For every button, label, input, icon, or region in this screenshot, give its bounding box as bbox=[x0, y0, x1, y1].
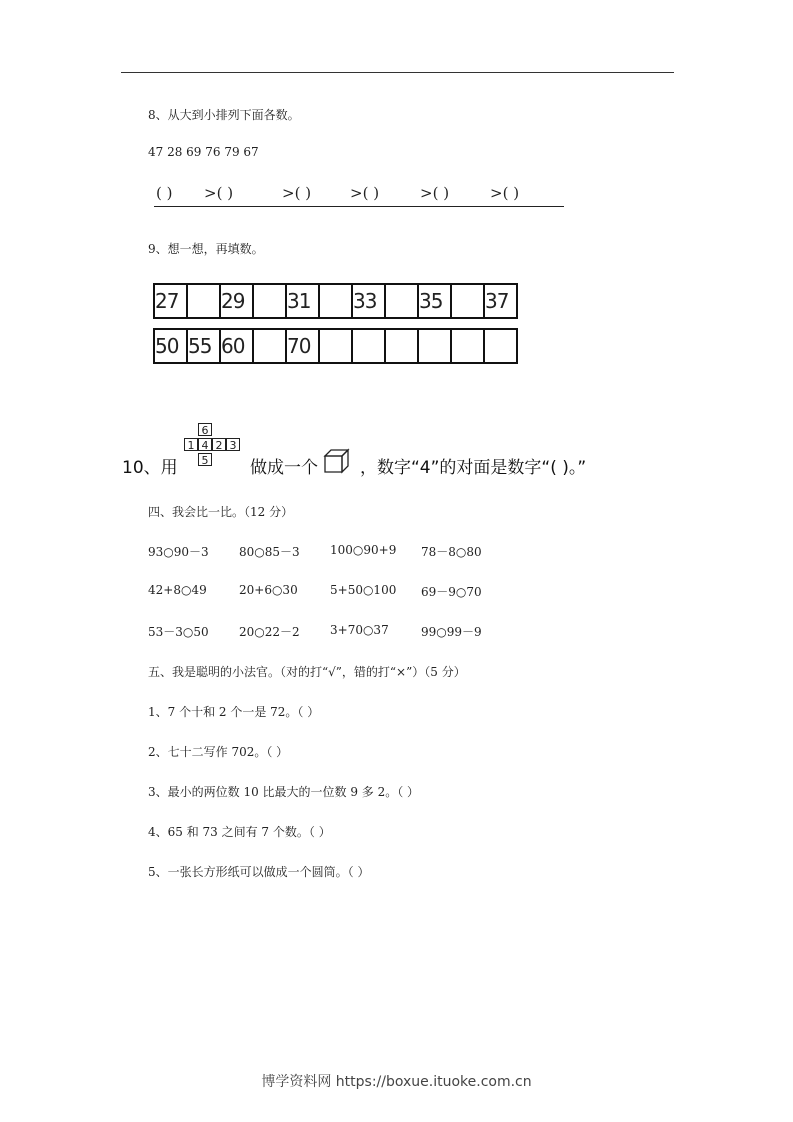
number-grid-row2 bbox=[153, 328, 518, 364]
answer-slot[interactable]: >( ) bbox=[350, 184, 380, 202]
compare-item[interactable]: 100○90+9 bbox=[330, 543, 397, 557]
compare-item[interactable]: 5+50○100 bbox=[330, 583, 397, 597]
net-face: 3 bbox=[226, 438, 240, 451]
grid-cell: 29 bbox=[220, 284, 253, 318]
q10-middle: 做成一个 bbox=[250, 458, 318, 478]
q8-answer-row bbox=[154, 184, 564, 207]
judge-item[interactable]: 3、最小的两位数 10 比最大的一位数 9 多 2。（ ） bbox=[148, 785, 420, 799]
compare-item[interactable]: 80○85－3 bbox=[239, 545, 300, 559]
compare-item[interactable]: 53－3○50 bbox=[148, 625, 209, 639]
compare-item[interactable]: 99○99－9 bbox=[421, 625, 482, 639]
grid-cell: 60 bbox=[220, 329, 253, 363]
net-face: 5 bbox=[198, 453, 212, 466]
grid-cell[interactable] bbox=[451, 284, 484, 318]
net-face: 1 bbox=[184, 438, 198, 451]
net-face: 6 bbox=[198, 423, 212, 436]
answer-slot[interactable]: >( ) bbox=[490, 184, 520, 202]
q10-prefix: 10、用 bbox=[122, 458, 178, 478]
answer-slot[interactable]: >( ) bbox=[282, 184, 312, 202]
grid-cell: 37 bbox=[484, 284, 517, 318]
grid-cell[interactable] bbox=[385, 329, 418, 363]
q8-numbers: 47 28 69 76 79 67 bbox=[148, 145, 259, 159]
compare-item[interactable]: 78－8○80 bbox=[421, 545, 482, 559]
footer-watermark: 博学资料网 https://boxue.ituoke.com.cn bbox=[261, 1074, 532, 1090]
grid-cell: 33 bbox=[352, 284, 385, 318]
top-divider bbox=[121, 72, 674, 73]
judge-item[interactable]: 1、7 个十和 2 个一是 72。（ ） bbox=[148, 705, 320, 719]
grid-cell: 35 bbox=[418, 284, 451, 318]
grid-cell: 70 bbox=[286, 329, 319, 363]
cube-net-figure bbox=[182, 423, 248, 468]
grid-cell: 55 bbox=[187, 329, 220, 363]
compare-item[interactable]: 42+8○49 bbox=[148, 583, 207, 597]
section5-title: 五、我是聪明的小法官。（对的打“√”，错的打“×”）（5 分） bbox=[148, 665, 466, 679]
q8-title: 8、从大到小排列下面各数。 bbox=[148, 108, 300, 122]
answer-slot[interactable]: >( ) bbox=[420, 184, 450, 202]
grid-cell: 27 bbox=[154, 284, 187, 318]
net-face: 4 bbox=[198, 438, 212, 451]
grid-cell[interactable] bbox=[253, 329, 286, 363]
answer-slot[interactable]: >( ) bbox=[204, 184, 234, 202]
grid-cell[interactable] bbox=[187, 284, 220, 318]
grid-cell[interactable] bbox=[319, 329, 352, 363]
judge-item[interactable]: 2、七十二写作 702。（ ） bbox=[148, 745, 289, 759]
compare-item[interactable]: 20+6○30 bbox=[239, 583, 298, 597]
answer-slot[interactable]: ( ) bbox=[156, 184, 173, 202]
compare-item[interactable]: 69－9○70 bbox=[421, 585, 482, 599]
q9-title: 9、想一想，再填数。 bbox=[148, 242, 264, 256]
grid-cell[interactable] bbox=[352, 329, 385, 363]
grid-cell[interactable] bbox=[253, 284, 286, 318]
grid-cell[interactable] bbox=[319, 284, 352, 318]
compare-item[interactable]: 93○90－3 bbox=[148, 545, 209, 559]
grid-cell: 31 bbox=[286, 284, 319, 318]
grid-cell: 50 bbox=[154, 329, 187, 363]
grid-cell[interactable] bbox=[484, 329, 517, 363]
section4-title: 四、我会比一比。（12 分） bbox=[148, 505, 294, 519]
judge-item[interactable]: 5、一张长方形纸可以做成一个圆筒。（ ） bbox=[148, 865, 370, 879]
grid-cell[interactable] bbox=[385, 284, 418, 318]
compare-item[interactable]: 3+70○37 bbox=[330, 623, 389, 637]
net-face: 2 bbox=[212, 438, 226, 451]
judge-item[interactable]: 4、65 和 73 之间有 7 个数。（ ） bbox=[148, 825, 331, 839]
cube-icon bbox=[323, 448, 351, 474]
grid-cell[interactable] bbox=[418, 329, 451, 363]
compare-item[interactable]: 20○22－2 bbox=[239, 625, 300, 639]
number-grid-row1 bbox=[153, 283, 518, 319]
grid-cell[interactable] bbox=[451, 329, 484, 363]
q10-suffix: ，数字“4”的对面是数字“( )。” bbox=[360, 458, 587, 478]
